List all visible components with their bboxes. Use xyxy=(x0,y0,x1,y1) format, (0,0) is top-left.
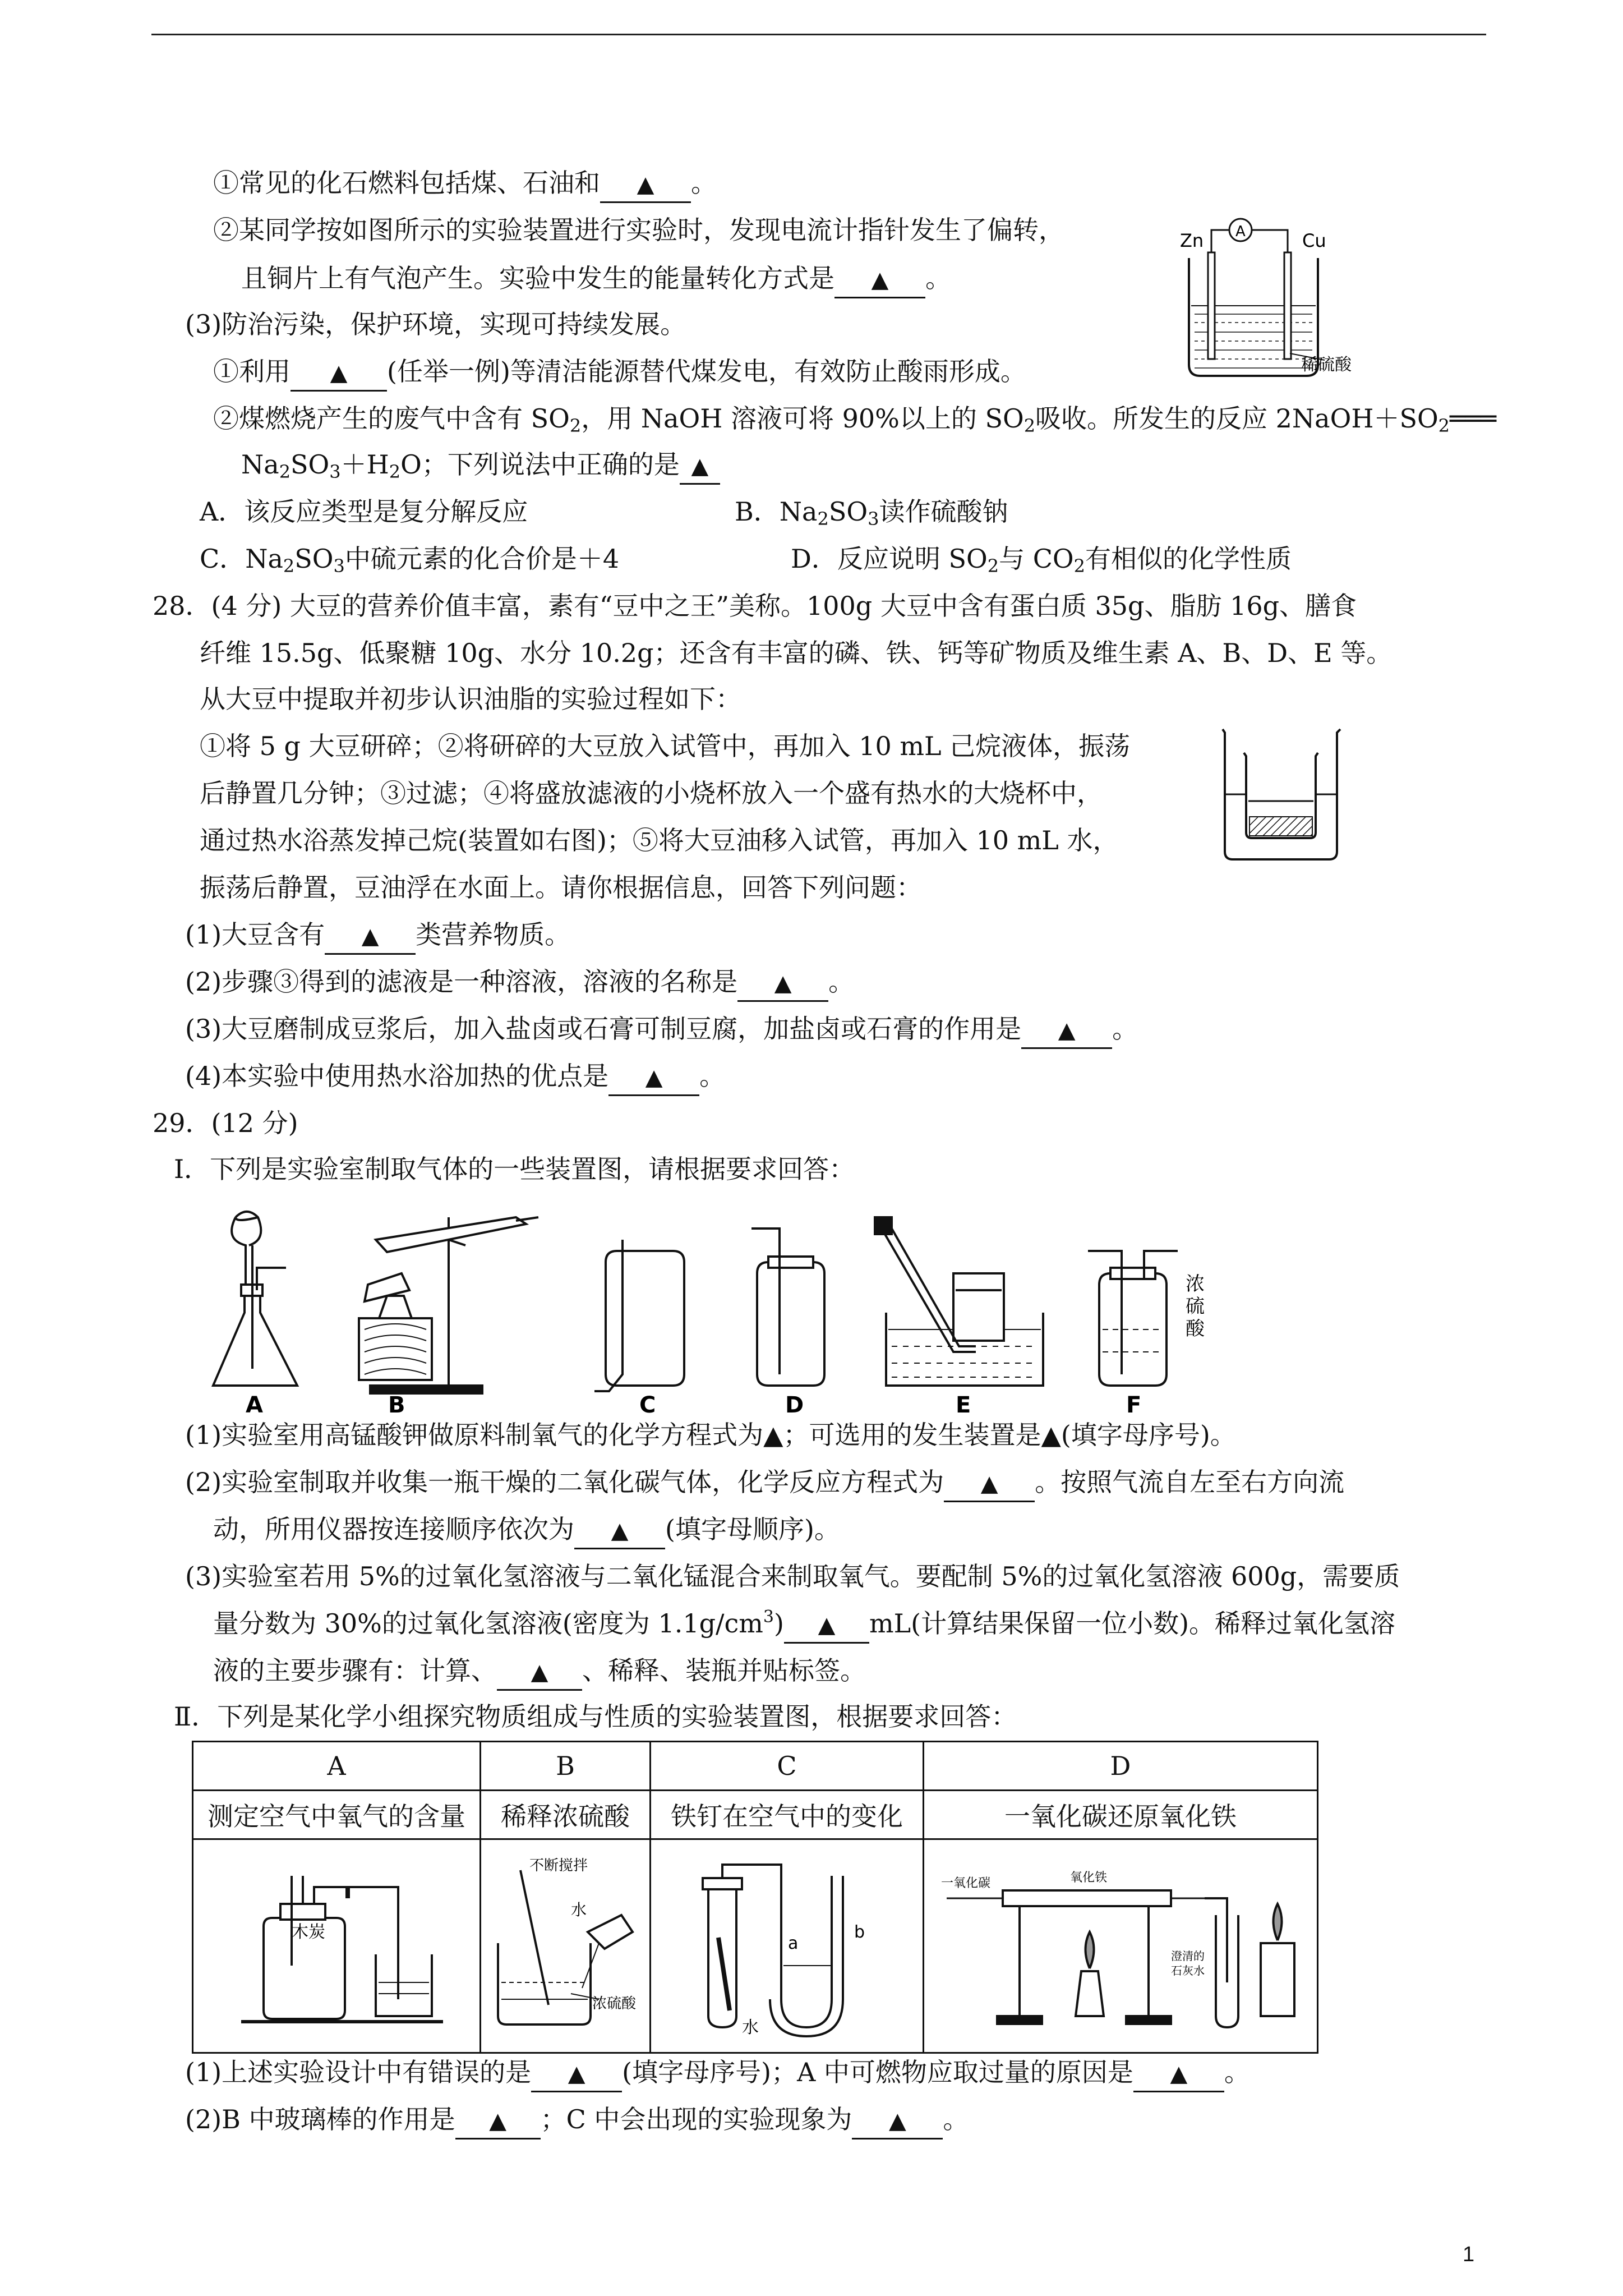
answer-blank[interactable]: ▲ xyxy=(497,1654,582,1691)
apparatus-c xyxy=(594,1240,684,1391)
co-reduction-apparatus xyxy=(935,1848,1306,2039)
water-label: 水 xyxy=(571,1900,587,1919)
q29-3-cont: 量分数为 30%的过氧化氢溶液(密度为 $1.1g/cm^3$) ▲ mL(计算结果保留一位小数)。稀释过氧化氢溶 xyxy=(213,1607,1395,1644)
answer-blank[interactable]: ▲ xyxy=(608,1059,699,1096)
zn-electrode xyxy=(1208,252,1215,359)
col-header-a: A xyxy=(193,1742,481,1791)
charcoal-label: 木炭 xyxy=(292,1922,325,1942)
answer-blank[interactable]: ▲ xyxy=(1021,1012,1112,1049)
answer-blank[interactable]: ▲ xyxy=(784,1607,869,1644)
image-d xyxy=(924,1839,1318,2053)
zn-label: Zn xyxy=(1180,230,1204,251)
answer-blank[interactable]: ▲ xyxy=(944,1465,1035,1502)
experiment-table xyxy=(192,1741,1318,2054)
answer-blank[interactable]: ▲ xyxy=(600,166,691,203)
answer-blank[interactable]: ▲ xyxy=(852,2102,943,2139)
q28-step-1: ①将 5 g 大豆研碎；②将研碎的大豆放入试管中，再加入 10 mL 己烷液体，振荡 xyxy=(200,731,1131,761)
acid-label: 稀硫酸 xyxy=(1301,355,1352,375)
q27-2-1: ①常见的化石燃料包括煤、石油和 ▲ 。 xyxy=(213,166,717,203)
answer-blank[interactable]: ▲ xyxy=(680,448,720,485)
limewater-label-2: 石灰水 xyxy=(1171,1963,1205,1977)
galvanic-cell-diagram xyxy=(1178,213,1357,381)
apparatus-label-f: F xyxy=(1126,1392,1142,1418)
f-label-3: 酸 xyxy=(1186,1318,1205,1340)
q28-intro-1: 28．(4 分) 大豆的营养价值丰富，素有“豆中之王”美称。100g 大豆中含有蛋白质 35g、脂肪 16g、膳食 xyxy=(153,591,1357,621)
answer-blank[interactable]: ▲ xyxy=(834,261,925,298)
dilute-acid-apparatus xyxy=(487,1848,644,2039)
apparatus-a xyxy=(213,1212,297,1386)
q28-intro-2: 纤维 15.5g、低聚糖 10g、水分 10.2g；还含有丰富的磷、铁、钙等矿物质及维生素 A、B、D、E 等。 xyxy=(200,638,1393,668)
apparatus-b xyxy=(359,1217,538,1393)
q28-intro-3: 从大豆中提取并初步认识油脂的实验过程如下： xyxy=(200,684,741,714)
q29-1: (1)实验室用高锰酸钾做原料制氧气的化学方程式为▲；可选用的发生装置是▲(填字母序号)。 xyxy=(185,1420,1236,1450)
q29-header: 29．(12 分) xyxy=(153,1108,298,1138)
col-header-d: D xyxy=(924,1742,1318,1791)
co-label: 一氧化碳 xyxy=(941,1876,991,1890)
col-header-b: B xyxy=(481,1742,651,1791)
q29-part-i: Ⅰ．下列是实验室制取气体的一些装置图，请根据要求回答： xyxy=(174,1154,855,1184)
q28-step-3: 通过热水浴蒸发掉己烷(装置如右图)；⑤将大豆油移入试管，再加入 10 mL 水， xyxy=(200,825,1119,855)
q27-3-2: ②煤燃烧产生的废气中含有 $SO_2$，用 NaOH 溶液可将 90%以上的 $SO_2$吸收。所发生的反应 $2NaOH+SO_2═══$ xyxy=(213,403,1497,436)
q27-3: (3)防治污染，保护环境，实现可持续发展。 xyxy=(185,309,686,339)
apparatus-label-a: A xyxy=(246,1392,263,1418)
apparatus-label-b: B xyxy=(388,1392,405,1418)
q29-2-cont: 动，所用仪器按连接顺序依次为 ▲ (填字母顺序)。 xyxy=(213,1512,840,1549)
apparatus-label-e: E xyxy=(956,1392,971,1418)
cu-label: Cu xyxy=(1302,230,1326,251)
water-c-label: 水 xyxy=(742,2017,759,2037)
cu-electrode xyxy=(1284,252,1291,359)
title-c: 铁钉在空气中的变化 xyxy=(651,1791,924,1839)
iron-oxide-label: 氧化铁 xyxy=(1070,1870,1108,1885)
answer-blank[interactable]: ▲ xyxy=(737,965,828,1002)
q29-ii-1: (1)上述实验设计中有错误的是 ▲ (填字母序号)；A 中可燃物应取过量的原因是 ▲ 。 xyxy=(185,2055,1250,2092)
apparatus-d xyxy=(751,1228,824,1386)
option-b: B．$Na_2SO_3$读作硫酸钠 xyxy=(735,496,1008,530)
answer-blank[interactable]: ▲ xyxy=(455,2102,541,2139)
q28-step-4: 振荡后静置，豆油浮在水面上。请你根据信息，回答下列问题： xyxy=(200,872,922,903)
f-label-1: 浓 xyxy=(1186,1273,1205,1295)
f-label-2: 硫 xyxy=(1186,1295,1205,1318)
tube-b-label: b xyxy=(854,1922,865,1942)
q28-4: (4)本实验中使用热水浴加热的优点是 ▲ 。 xyxy=(185,1059,725,1096)
title-d: 一氧化碳还原氧化铁 xyxy=(924,1791,1318,1839)
option-d: D．反应说明 $SO_2$与 $CO_2$有相似的化学性质 xyxy=(791,544,1292,577)
answer-blank[interactable]: ▲ xyxy=(574,1512,665,1549)
ammeter-label: A xyxy=(1235,223,1246,240)
header-rule xyxy=(151,34,1486,35)
q27-2-2-cont: 且铜片上有气泡产生。实验中发生的能量转化方式是 ▲ 。 xyxy=(241,261,951,298)
page-number: 1 xyxy=(1463,2243,1475,2266)
q29-3-cont2: 液的主要步骤有：计算、 ▲ 、稀释、装瓶并贴标签。 xyxy=(213,1654,866,1691)
image-c xyxy=(651,1839,924,2053)
apparatus-e xyxy=(875,1217,1043,1386)
iron-nail-apparatus xyxy=(669,1848,905,2039)
option-c: C．$Na_2SO_3$中硫元素的化合价是＋4 xyxy=(200,544,620,577)
water-bath-diagram xyxy=(1217,723,1346,863)
stir-label: 不断搅拌 xyxy=(529,1857,588,1874)
option-a: A．该反应类型是复分解反应 xyxy=(200,496,528,527)
q28-1: (1)大豆含有 ▲ 类营养物质。 xyxy=(185,918,570,955)
answer-blank[interactable]: ▲ xyxy=(325,918,416,955)
gas-apparatus-row xyxy=(202,1206,1380,1419)
image-b xyxy=(481,1839,651,2053)
apparatus-f xyxy=(1088,1251,1178,1386)
answer-blank[interactable]: ▲ xyxy=(531,2055,622,2092)
apparatus-label-c: C xyxy=(639,1392,656,1418)
conc-acid-label: 浓硫酸 xyxy=(592,1995,637,2012)
answer-blank[interactable]: ▲ xyxy=(291,355,387,392)
q29-2: (2)实验室制取并收集一瓶干燥的二氧化碳气体，化学反应方程式为 ▲ 。按照气流自左至右方向流 xyxy=(185,1465,1344,1502)
q29-3: (3)实验室若用 5%的过氧化氢溶液与二氧化锰混合来制取氧气。要配制 5%的过氧化氢溶液 600g，需要质 xyxy=(185,1561,1400,1591)
q27-3-1: ①利用 ▲ (任举一例)等清洁能源替代煤发电，有效防止酸雨形成。 xyxy=(213,355,1026,392)
q28-2: (2)步骤③得到的滤液是一种溶液，溶液的名称是 ▲ 。 xyxy=(185,965,854,1002)
q29-ii-2: (2)B 中玻璃棒的作用是 ▲ ；C 中会出现的实验现象为 ▲ 。 xyxy=(185,2102,969,2139)
title-a: 测定空气中氧气的含量 xyxy=(193,1791,481,1839)
q28-3: (3)大豆磨制成豆浆后，加入盐卤或石膏可制豆腐，加盐卤或石膏的作用是 ▲ 。 xyxy=(185,1012,1138,1049)
tube-a-label: a xyxy=(788,1933,799,1953)
q27-3-2-cont: $Na_2SO_3+H_2O$；下列说法中正确的是 ▲ xyxy=(241,448,720,485)
oxygen-content-apparatus xyxy=(219,1853,454,2033)
col-header-c: C xyxy=(651,1742,924,1791)
answer-blank[interactable]: ▲ xyxy=(1133,2055,1224,2092)
title-b: 稀释浓硫酸 xyxy=(481,1791,651,1839)
image-a xyxy=(193,1839,481,2053)
q28-step-2: 后静置几分钟；③过滤；④将盛放滤液的小烧杯放入一个盛有热水的大烧杯中， xyxy=(200,778,1103,808)
limewater-label-1: 澄清的 xyxy=(1171,1949,1205,1963)
q29-part-ii: Ⅱ．下列是某化学小组探究物质组成与性质的实验装置图，根据要求回答： xyxy=(174,1701,1017,1732)
q27-2-2: ②某同学按如图所示的实验装置进行实验时，发现电流计指针发生了偏转， xyxy=(213,215,1064,245)
apparatus-label-d: D xyxy=(785,1392,804,1418)
